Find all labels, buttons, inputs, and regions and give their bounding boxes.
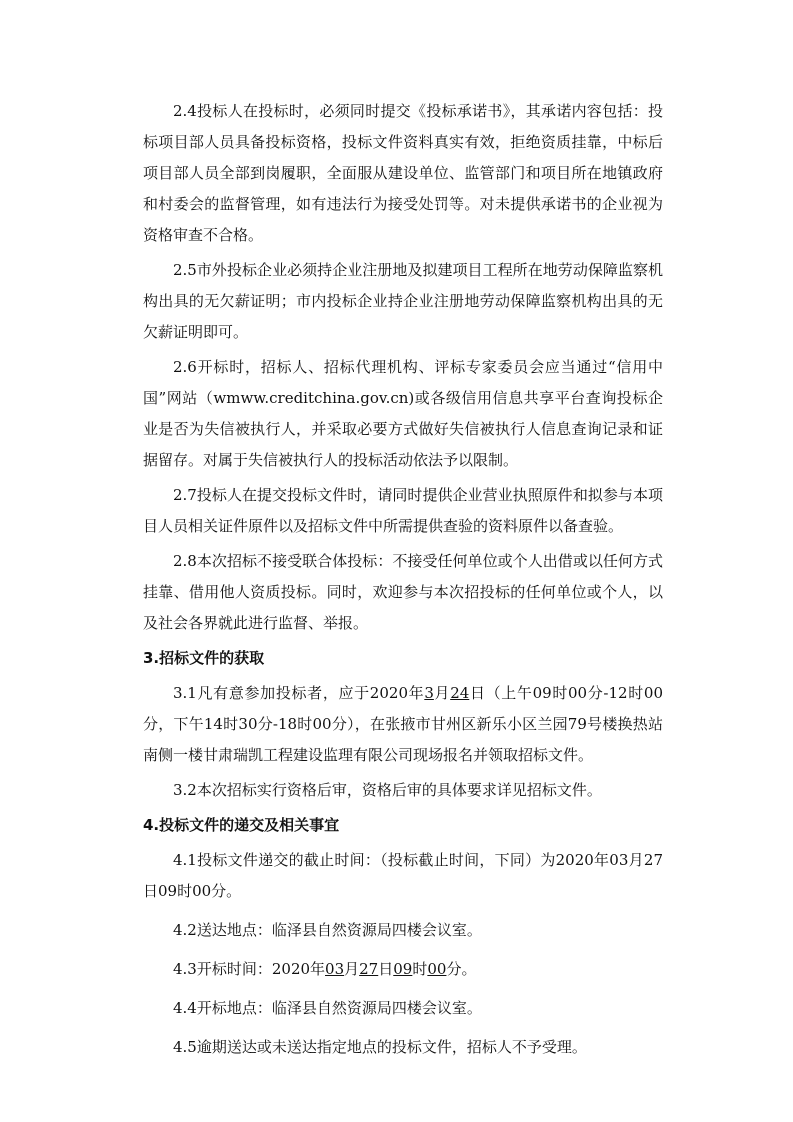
p4-3-text-b: 月: [344, 960, 360, 978]
paragraph-2-8: 2.8本次招标不接受联合体投标：不接受任何单位或个人出借或以任何方式挂靠、借用他人资质投标。同时，欢迎参与本次招投标的任何单位或个人，以及社会各界就此进行监督、举报。: [143, 552, 663, 632]
p3-1-text-c: 日（上午09时00分-12时00分，下午14时30分-18时00分），在张掖市甘州区新乐小区兰园79号楼换热站南侧一楼甘肃瑞凯工程建设监理有限公司现场报名并领取招标文件。: [143, 684, 663, 764]
paragraph-2-4: 2.4投标人在投标时，必须同时提交《投标承诺书》，其承诺内容包括：投标项目部人员具备投标资格，投标文件资料真实有效，拒绝资质挂靠，中标后项目部人员全部到岗履职，全面服从建设单位、监管部门和项目所在地镇政府和村委会的监督管理，如有违法行为接受处罚等。对未提供承诺书的企业视为资格审查不合格。: [143, 102, 663, 244]
p3-1-day: 24: [450, 684, 470, 702]
paragraph-4-5: 4.5逾期送达或未送达指定地点的投标文件，招标人不予受理。: [173, 1038, 587, 1056]
p4-3-text-a: 4.3开标时间：2020年: [173, 960, 326, 978]
p3-1-text-a: 3.1凡有意参加投标者，应于2020年: [173, 684, 425, 702]
paragraph-4-4: 4.4开标地点：临泽县自然资源局四楼会议室。: [173, 999, 482, 1017]
p4-3-day: 27: [359, 960, 379, 978]
paragraph-3-1: [143, 678, 663, 771]
p4-3-month: 03: [325, 960, 345, 978]
heading-section-3: 3.招标文件的获取: [143, 649, 265, 667]
paragraph-4-3: [143, 954, 663, 985]
paragraph-2-5: 2.5市外投标企业必须持企业注册地及拟建项目工程所在地劳动保障监察机构出具的无欠薪证明；市内投标企业持企业注册地劳动保障监察机构出具的无欠薪证明即可。: [143, 261, 663, 341]
paragraph-3-2: 3.2本次招标实行资格后审，资格后审的具体要求详见招标文件。: [173, 781, 602, 799]
p4-3-text-d: 时: [412, 960, 428, 978]
paragraph-2-6: 2.6开标时，招标人、招标代理机构、评标专家委员会应当通过“信用中国”网站（wmww.creditchina.gov.cn)或各级信用信息共享平台查询投标企业是否为失信被执行人，并采取必要方式做好失信被执行人信息查询记录和证据留存。对属于失信被执行人的投标活动依法予以限制。: [143, 358, 663, 469]
document-body: [143, 96, 663, 1071]
paragraph-2-7: 2.7投标人在提交投标文件时，请同时提供企业营业执照原件和拟参与本项目人员相关证件原件以及招标文件中所需提供查验的资料原件以备查验。: [143, 486, 663, 535]
p3-1-month: 3: [424, 684, 434, 702]
heading-section-4: 4.投标文件的递交及相关事宜: [143, 816, 340, 834]
paragraph-4-2: 4.2送达地点：临泽县自然资源局四楼会议室。: [173, 921, 482, 939]
p4-3-minute: 00: [427, 960, 447, 978]
p4-3-text-c: 日: [378, 960, 394, 978]
paragraph-4-1: 4.1投标文件递交的截止时间：（投标截止时间，下同）为2020年03月27日09时00分。: [143, 851, 663, 900]
p4-3-text-e: 分。: [446, 960, 477, 978]
p3-1-text-b: 月: [433, 684, 451, 702]
p4-3-hour: 09: [393, 960, 413, 978]
